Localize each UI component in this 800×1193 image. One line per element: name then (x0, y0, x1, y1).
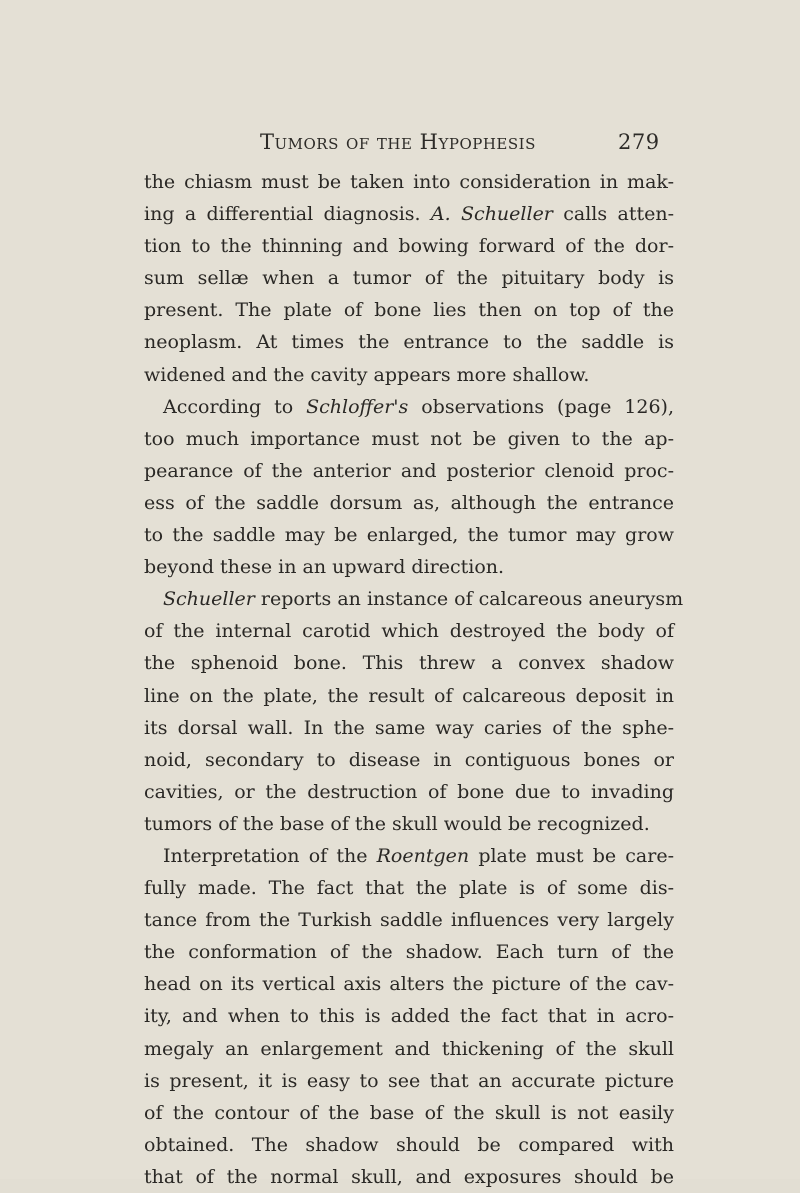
running-head-title: Tumors of the Hypophesis (260, 130, 536, 154)
text-line: Interpretation of the Roentgen plate must be care- (163, 844, 675, 867)
text-line: beyond these in an upward direction. (144, 556, 505, 579)
text-line: of the internal carotid which destroyed the body of (144, 620, 674, 643)
text-line: its dorsal wall. In the same way caries of the sphe- (144, 716, 674, 739)
text-line: of the contour of the base of the skull is not easily (144, 1101, 674, 1124)
text-line: tumors of the base of the skull would be recognized. (144, 812, 650, 835)
text-line: that of the normal skull, and exposures should be (144, 1165, 674, 1188)
text-line: the conformation of the shadow. Each turn of the (144, 941, 674, 964)
text-line: According to Schloffer's observations (page 126), (163, 395, 674, 418)
text-line: sum sellæ when a tumor of the pituitary body is (144, 267, 674, 290)
text-line: megaly an enlargement and thickening of the skull (144, 1037, 674, 1060)
text-line: tance from the Turkish saddle influences very largely (144, 909, 674, 932)
text-line: ess of the saddle dorsum as, although the entrance (144, 491, 674, 514)
body-text (144, 166, 684, 1193)
text-line: neoplasm. At times the entrance to the saddle is (144, 331, 674, 354)
text-line: obtained. The shadow should be compared with (144, 1133, 674, 1156)
term-roentgen: Roentgen (376, 844, 470, 867)
text-line: the sphenoid bone. This threw a convex shadow (144, 652, 674, 675)
running-head (260, 130, 660, 154)
text-line: head on its vertical axis alters the picture of the cav- (144, 973, 674, 996)
text-line: cavities, or the destruction of bone due to invading (144, 780, 674, 803)
text-line: present. The plate of bone lies then on top of the (144, 299, 674, 322)
text-line: Schueller reports an instance of calcareous aneurysm (163, 588, 684, 611)
text-line: fully made. The fact that the plate is of some dis- (144, 877, 674, 900)
text-line: too much importance must not be given to the ap- (144, 427, 674, 450)
author-name: Schloffer's (306, 395, 409, 418)
text-line: pearance of the anterior and posterior clenoid proc- (144, 459, 674, 482)
text-line: line on the plate, the result of calcareous deposit in (144, 684, 674, 707)
text-line: ity, and when to this is added the fact that in acro- (144, 1005, 674, 1028)
text-line: noid, secondary to disease in contiguous bones or (144, 748, 674, 771)
text-line: tion to the thinning and bowing forward of the dor- (144, 235, 674, 258)
author-name: A. Schueller (430, 203, 553, 226)
text-line: the chiasm must be taken into consideration in mak- (144, 171, 674, 193)
author-name: Schueller (163, 588, 255, 611)
text-line: ing a differential diagnosis. A. Schueller calls atten- (144, 203, 674, 226)
text-line: widened and the cavity appears more shallow. (144, 363, 590, 386)
text-line: is present, it is easy to see that an accurate picture (144, 1069, 674, 1092)
text-line: to the saddle may be enlarged, the tumor may grow (144, 524, 674, 547)
page-number: 279 (618, 130, 660, 154)
